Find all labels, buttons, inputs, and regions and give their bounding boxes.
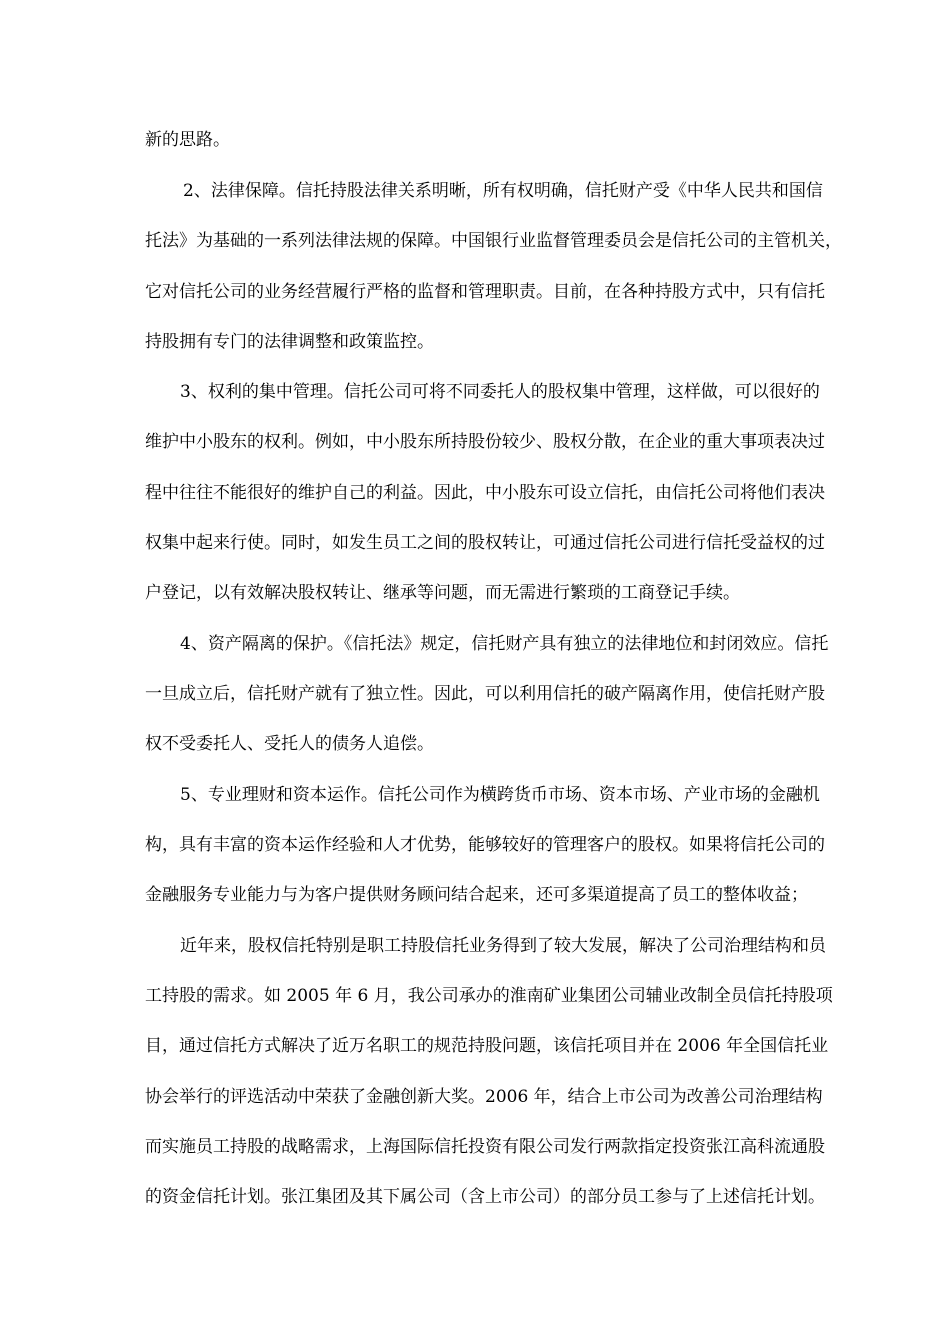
text-line: 2、法律保障。信托持股法律关系明晰，所有权明确，信托财产受《中华人民共和国信 xyxy=(183,181,823,201)
text-line: 权不受委托人、受托人的债务人追偿。 xyxy=(145,734,434,754)
text-line: 程中往往不能很好的维护自己的利益。因此，中小股东可设立信托，由信托公司将他们表决 xyxy=(145,483,825,503)
text-line: 一旦成立后，信托财产就有了独立性。因此，可以利用信托的破产隔离作用，使信托财产股 xyxy=(145,684,825,704)
text-line: 5、专业理财和资本运作。信托公司作为横跨货币市场、资本市场、产业市场的金融机 xyxy=(180,785,820,805)
text-line: 权集中起来行使。同时，如发生员工之间的股权转让，可通过信托公司进行信托受益权的过 xyxy=(145,533,825,553)
text-line: 金融服务专业能力与为客户提供财务顾问结合起来，还可多渠道提高了员工的整体收益； xyxy=(145,885,808,905)
text-line: 构，具有丰富的资本运作经验和人才优势，能够较好的管理客户的股权。如果将信托公司的 xyxy=(145,835,825,855)
text-line: 新的思路。 xyxy=(145,130,230,150)
text-line: 协会举行的评选活动中荣获了金融创新大奖。2006 年，结合上市公司为改善公司治理结构 xyxy=(145,1087,823,1107)
text-line: 近年来，股权信托特别是职工持股信托业务得到了较大发展，解决了公司治理结构和员 xyxy=(180,936,826,956)
text-line: 而实施员工持股的战略需求，上海国际信托投资有限公司发行两款指定投资张江高科流通股 xyxy=(145,1137,825,1157)
text-line: 工持股的需求。如 2005 年 6 月，我公司承办的淮南矿业集团公司辅业改制全员信托持股项 xyxy=(145,986,833,1006)
text-line: 目，通过信托方式解决了近万名职工的规范持股问题，该信托项目并在 2006 年全国信托业 xyxy=(145,1036,829,1056)
text-line: 的资金信托计划。张江集团及其下属公司（含上市公司）的部分员工参与了上述信托计划。 xyxy=(145,1187,825,1207)
text-line: 它对信托公司的业务经营履行严格的监督和管理职责。目前，在各种持股方式中，只有信托 xyxy=(145,282,825,302)
text-line: 户登记，以有效解决股权转让、继承等问题，而无需进行繁琐的工商登记手续。 xyxy=(145,583,740,603)
text-line: 4、资产隔离的保护。《信托法》规定，信托财产具有独立的法律地位和封闭效应。信托 xyxy=(180,634,829,654)
text-line: 维护中小股东的权利。例如，中小股东所持股份较少、股权分散，在企业的重大事项表决过 xyxy=(145,432,825,452)
text-line: 持股拥有专门的法律调整和政策监控。 xyxy=(145,332,434,352)
text-line: 托法》为基础的一系列法律法规的保障。中国银行业监督管理委员会是信托公司的主管机关， xyxy=(145,231,842,251)
text-line: 3、权利的集中管理。信托公司可将不同委托人的股权集中管理，这样做，可以很好的 xyxy=(180,382,820,402)
